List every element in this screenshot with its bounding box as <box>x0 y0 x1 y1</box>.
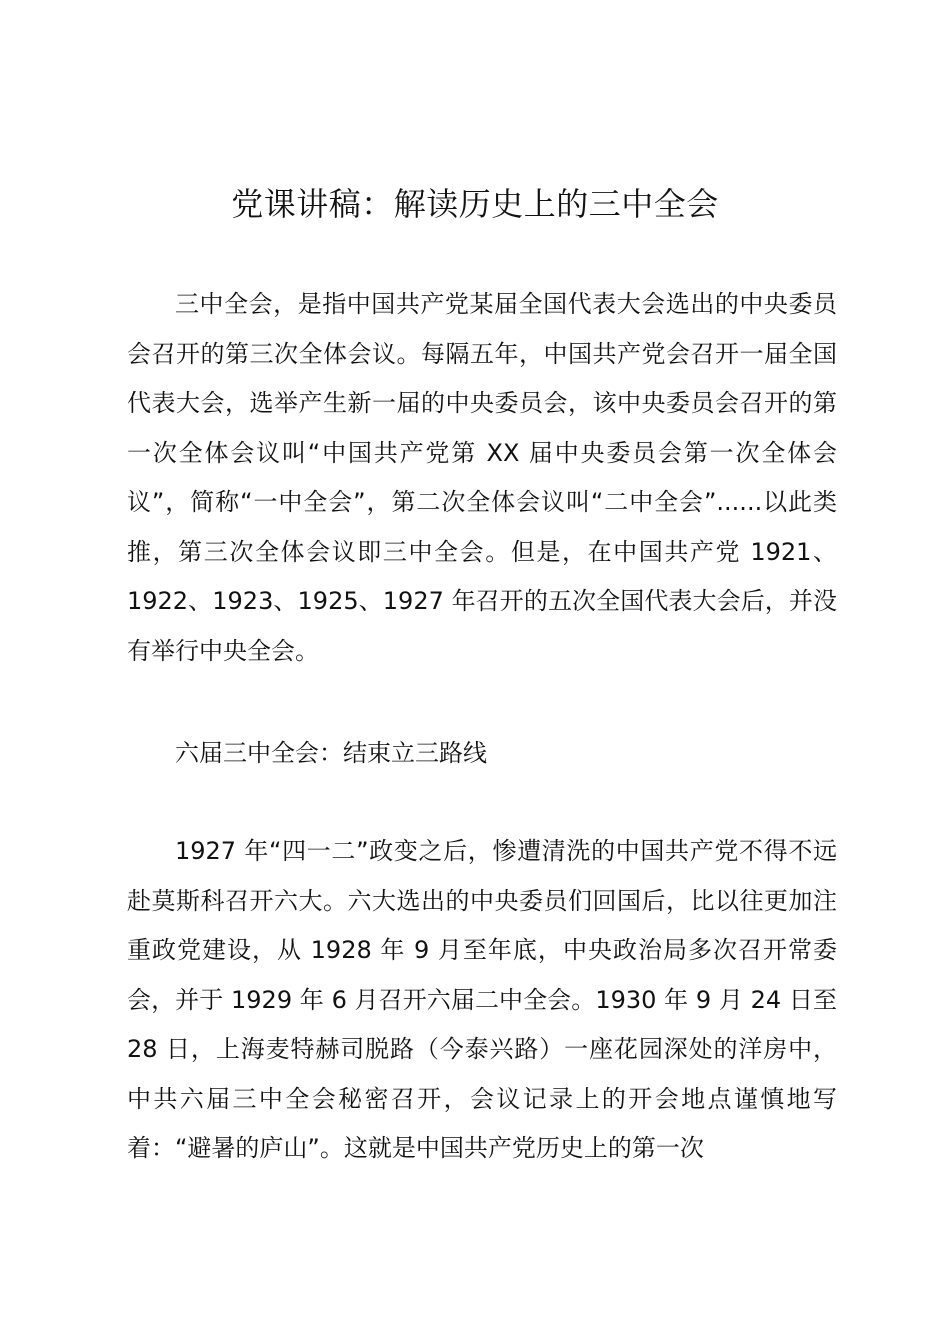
section-paragraph: 1927 年“四一二”政变之后，惨遭清洗的中国共产党不得不远赴莫斯科召开六大。六大选出的中央委员们回国后，比以往更加注重政党建设，从 1928 年 9 月至年底，中央政治局多次召开常委会，并于 1929 年 6 月召开六届二中全会。1930 年 9 月 24 日至 28 日，上海麦特赫司脱路（今泰兴路）一座花园深处的洋房中，中共六届三中全会秘密召开，会议记录上的开会地点谨慎地写着：“避暑的庐山”。这就是中国共产党历史上的第一次 <box>127 837 837 1162</box>
intro-paragraph: 三中全会，是指中国共产党某届全国代表大会选出的中央委员会召开的第三次全体会议。每隔五年，中国共产党会召开一届全国代表大会，选举产生新一届的中央委员会，该中央委员会召开的第一次全体会议叫“中国共产党第 XX 届中央委员会第一次全体会议”，简称“一中全会”，第二次全体会议叫“二中全会”......以此类推，第三次全体会议即三中全会。但是，在中国共产党 1921、1922、1923、1925、1927 年召开的五次全国代表大会后，并没有举行中央全会。 <box>127 290 837 665</box>
document-title: 党课讲稿：解读历史上的三中全会 <box>231 185 719 223</box>
section-heading: 六届三中全会：结束立三路线 <box>175 739 487 767</box>
